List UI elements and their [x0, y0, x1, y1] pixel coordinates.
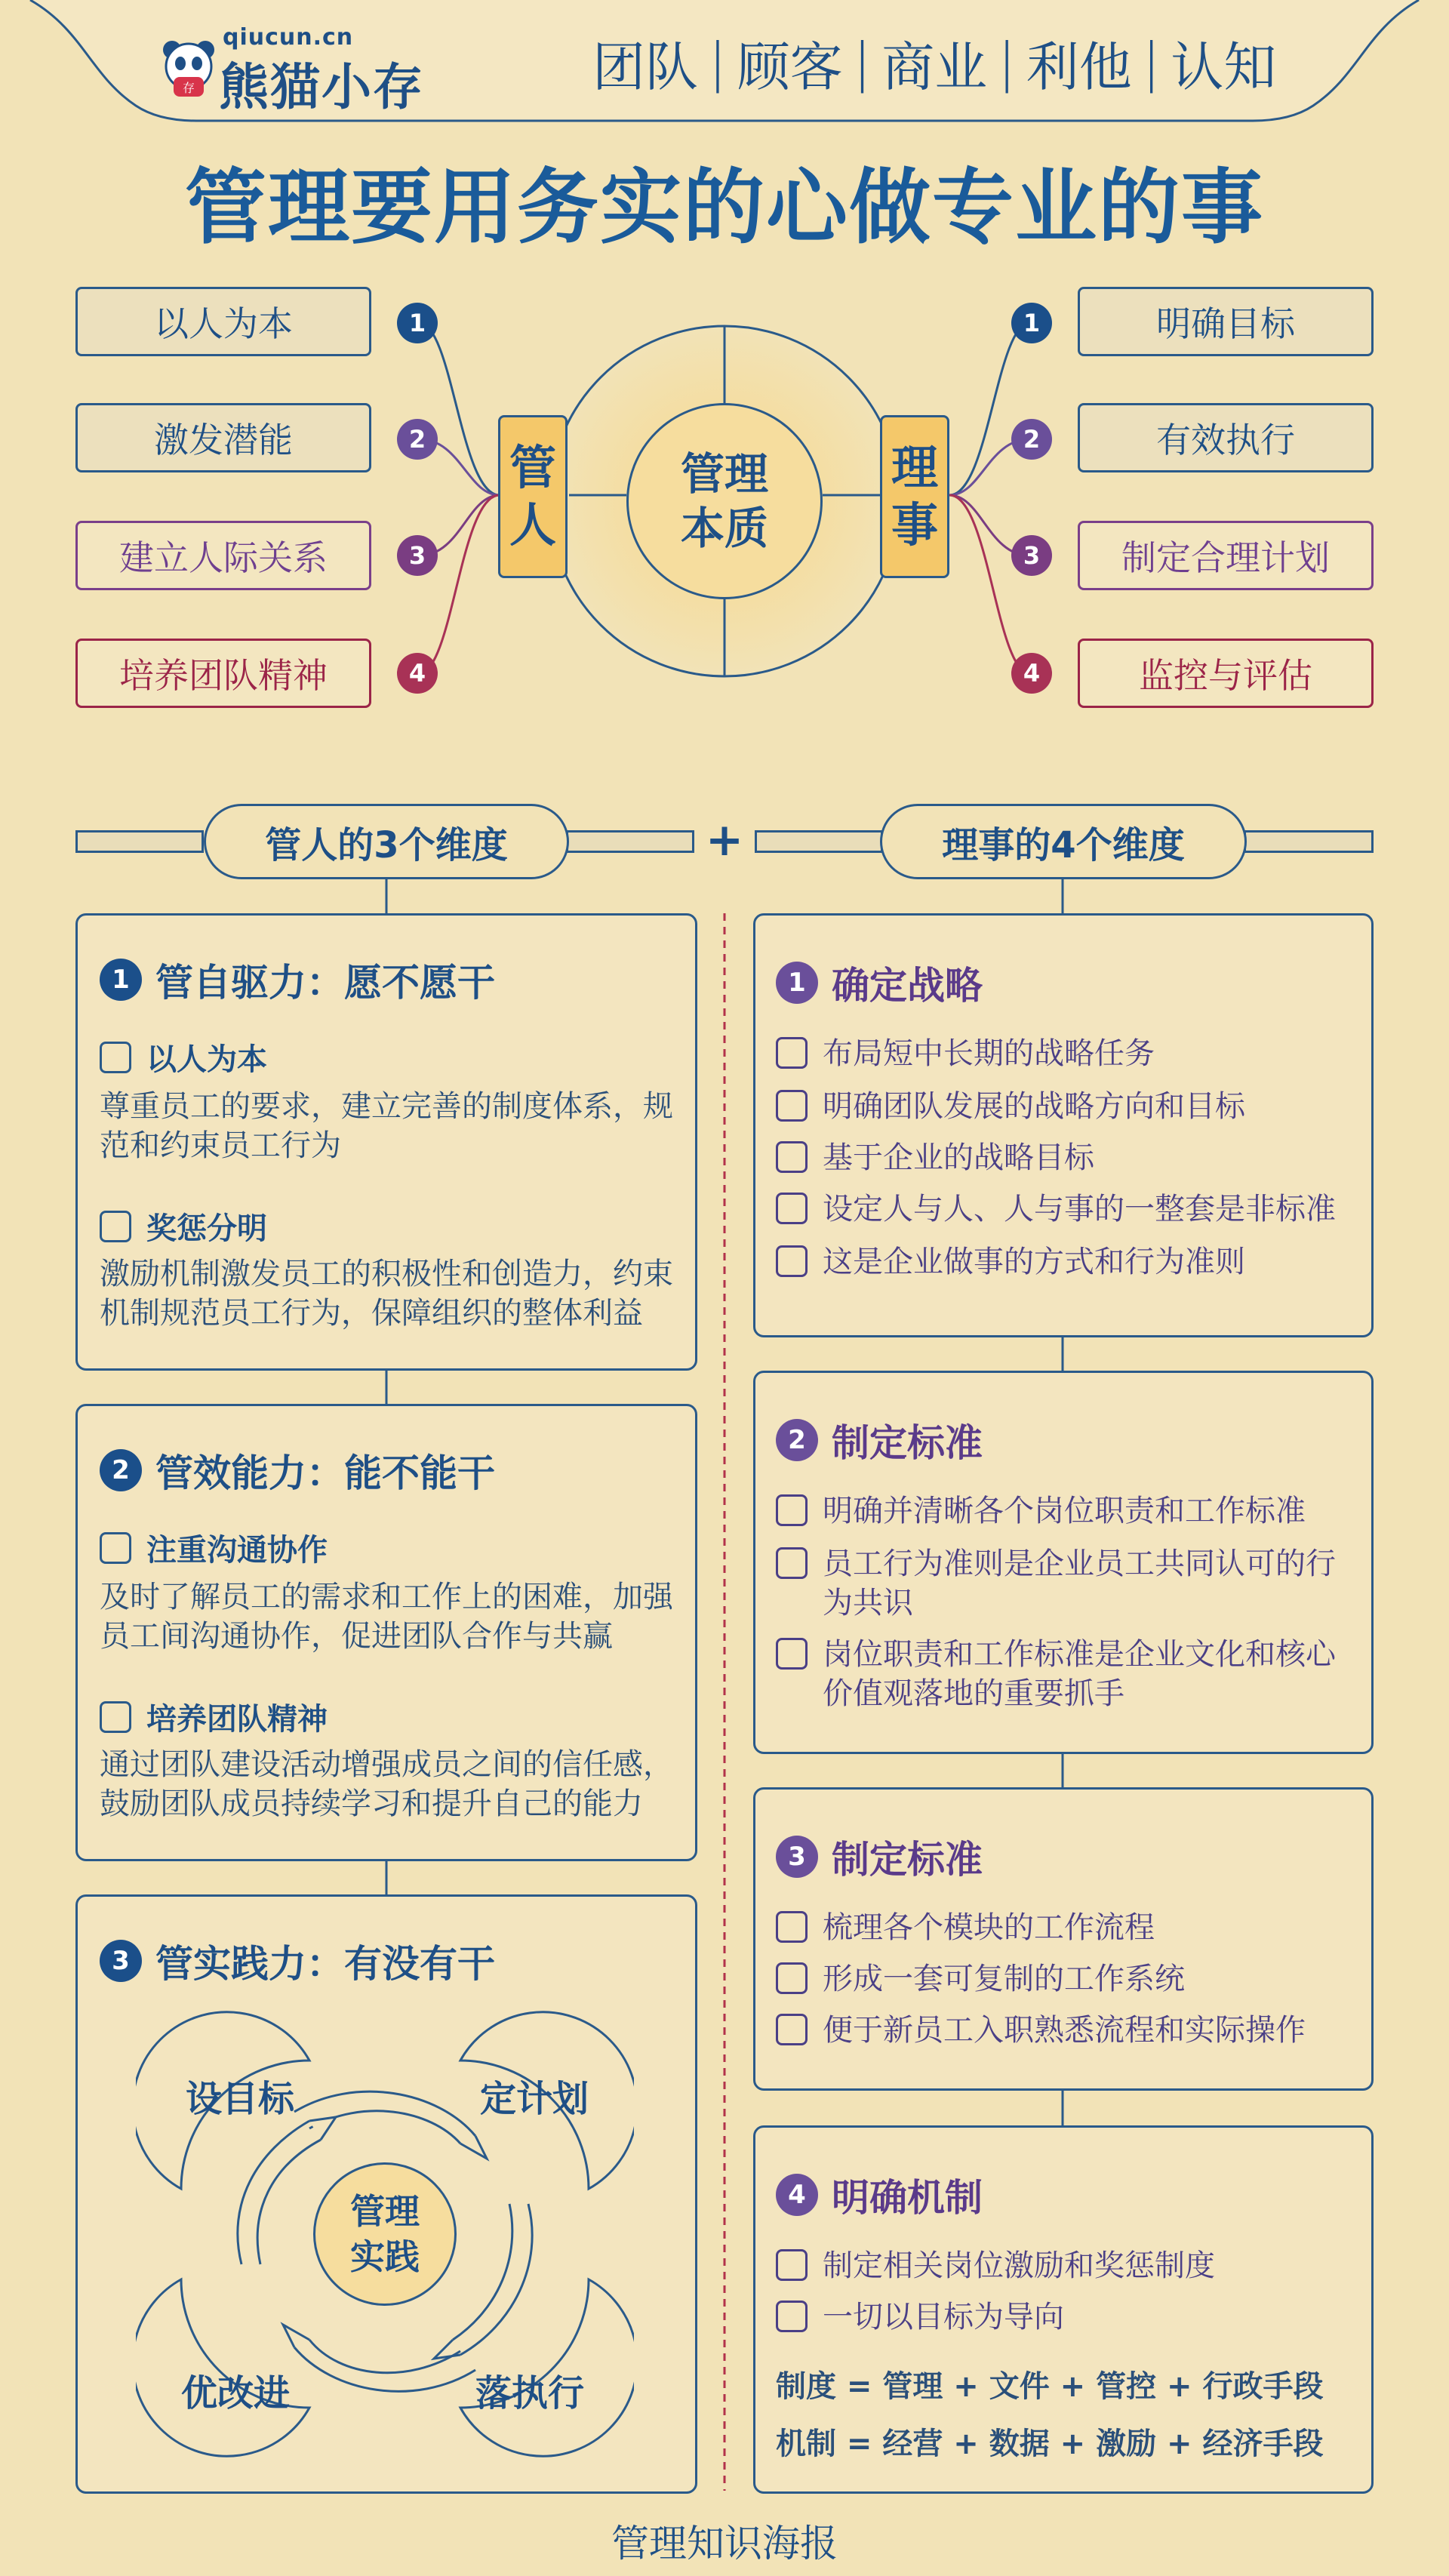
logo-name: 熊猫小存: [219, 58, 424, 116]
top-nav: 团队 | 顾客 | 商业 | 利他 | 认知: [592, 29, 1276, 97]
checkbox[interactable]: [776, 2301, 808, 2332]
list-item: 一切以目标为导向: [776, 2297, 1064, 2337]
right-item: 明确目标: [1078, 287, 1374, 356]
card-title: 3 制定标准: [776, 1830, 983, 1884]
list-item: 基于企业的战略目标: [776, 1138, 1094, 1177]
plus-sign: +: [705, 814, 744, 866]
list-item: 设定人与人、人与事的一整套是非标准: [776, 1190, 1336, 1229]
list-item: 岗位职责和工作标准是企业文化和核心 价值观落地的重要抓手: [776, 1635, 1336, 1713]
checkbox[interactable]: [776, 1494, 808, 1526]
nav-item-cognition[interactable]: 认知: [1171, 35, 1277, 98]
list-item: 明确并清晰各个岗位职责和工作标准: [776, 1491, 1306, 1531]
card-title: 1 管自驱力：愿不愿干: [100, 953, 495, 1007]
number-badge: 1: [397, 303, 438, 343]
card-title: 3 管实践力：有没有干: [100, 1934, 495, 1988]
checkbox[interactable]: [100, 1701, 131, 1733]
checkbox[interactable]: [776, 1911, 808, 1943]
checkbox[interactable]: [776, 2249, 808, 2281]
svg-text:存: 存: [182, 81, 195, 95]
decor-bar: [1244, 830, 1374, 853]
nav-item-customer[interactable]: 顾客: [737, 35, 843, 98]
paragraph: 激励机制激发员工的积极性和创造力，约束 机制规范员工行为，保障组织的整体利益: [100, 1257, 673, 1331]
checkbox[interactable]: [100, 1042, 131, 1073]
footer-caption: 管理知识海报: [611, 2522, 838, 2565]
card-title: 2 制定标准: [776, 1413, 983, 1467]
step-improve: 优改进: [181, 2372, 291, 2414]
left-item: 激发潜能: [75, 403, 371, 472]
checkbox[interactable]: [776, 1547, 808, 1579]
card-title: 4 明确机制: [776, 2168, 983, 2222]
right-section-title: 理事的4个维度: [880, 804, 1247, 879]
right-item: 监控与评估: [1078, 639, 1374, 708]
logo[interactable]: [158, 23, 475, 116]
practice-core: 管理 实践: [313, 2162, 457, 2306]
card-title: 1 确定战略: [776, 956, 983, 1010]
step-execute: 落执行: [475, 2372, 585, 2414]
list-item: 梳理各个模块的工作流程: [776, 1908, 1155, 1947]
list-item: 明确团队发展的战略方向和目标: [776, 1087, 1245, 1126]
checkbox[interactable]: [776, 1245, 808, 1277]
number-badge: 1: [1011, 303, 1052, 343]
nav-item-team[interactable]: 团队: [592, 35, 698, 98]
checkbox[interactable]: [776, 1037, 808, 1069]
sub-heading: 奖惩分明: [100, 1205, 267, 1248]
checkbox[interactable]: [776, 1141, 808, 1173]
checkbox[interactable]: [776, 1090, 808, 1122]
list-item: 制定相关岗位激励和奖惩制度: [776, 2246, 1215, 2285]
sub-heading: 培养团队精神: [100, 1695, 328, 1738]
page-title: 管理要用务实的心做专业的事: [184, 161, 1264, 255]
checkbox[interactable]: [776, 1962, 808, 1994]
nav-item-business[interactable]: 商业: [881, 35, 988, 98]
card-title: 2 管效能力：能不能干: [100, 1443, 495, 1497]
decor-bar: [75, 830, 204, 853]
right-item: 有效执行: [1078, 403, 1374, 472]
list-item: 员工行为准则是企业员工共同认可的行 为共识: [776, 1544, 1336, 1623]
left-item: 以人为本: [75, 287, 371, 356]
sub-heading: 以人为本: [100, 1036, 267, 1079]
right-item: 制定合理计划: [1078, 521, 1374, 590]
formula-mechanism: 机制 = 经营 + 数据 + 激励 + 经济手段: [776, 2427, 1324, 2461]
nav-item-altruism[interactable]: 利他: [1026, 35, 1132, 98]
decor-bar: [566, 830, 694, 853]
paragraph: 通过团队建设活动增强成员之间的信任感， 鼓励团队成员持续学习和提升自己的能力: [100, 1747, 673, 1821]
paragraph: 及时了解员工的需求和工作上的困难，加强 员工间沟通协作，促进团队合作与共赢: [100, 1580, 673, 1654]
list-item: 便于新员工入职熟悉流程和实际操作: [776, 2011, 1306, 2050]
panda-icon: [158, 38, 219, 98]
number-badge: 2: [397, 419, 438, 460]
step-set-goal: 设目标: [186, 2078, 295, 2120]
checkbox[interactable]: [776, 1638, 808, 1670]
logo-domain: qiucun.cn: [223, 24, 354, 51]
number-badge: 3: [1011, 535, 1052, 576]
left-section-title: 管人的3个维度: [204, 804, 569, 879]
essence-core: 管理 本质: [626, 403, 823, 599]
sub-heading: 注重沟通协作: [100, 1526, 328, 1569]
decor-bar: [755, 830, 883, 853]
left-item: 建立人际关系: [75, 521, 371, 590]
list-item: 布局短中长期的战略任务: [776, 1034, 1155, 1073]
number-badge: 2: [1011, 419, 1052, 460]
step-plan: 定计划: [480, 2078, 589, 2120]
checkbox[interactable]: [776, 2014, 808, 2045]
checkbox[interactable]: [100, 1532, 131, 1564]
list-item: 形成一套可复制的工作系统: [776, 1959, 1185, 1999]
checkbox[interactable]: [776, 1193, 808, 1224]
manage-people-tag: 管 人: [498, 415, 568, 578]
number-badge: 4: [1011, 653, 1052, 694]
paragraph: 尊重员工的要求，建立完善的制度体系，规 范和约束员工行为: [100, 1089, 673, 1163]
formula-system: 制度 = 管理 + 文件 + 管控 + 行政手段: [776, 2369, 1324, 2404]
number-badge: 4: [397, 653, 438, 694]
checkbox[interactable]: [100, 1211, 131, 1242]
number-badge: 3: [397, 535, 438, 576]
left-item: 培养团队精神: [75, 639, 371, 708]
manage-affairs-tag: 理 事: [880, 415, 949, 578]
list-item: 这是企业做事的方式和行为准则: [776, 1242, 1245, 1282]
